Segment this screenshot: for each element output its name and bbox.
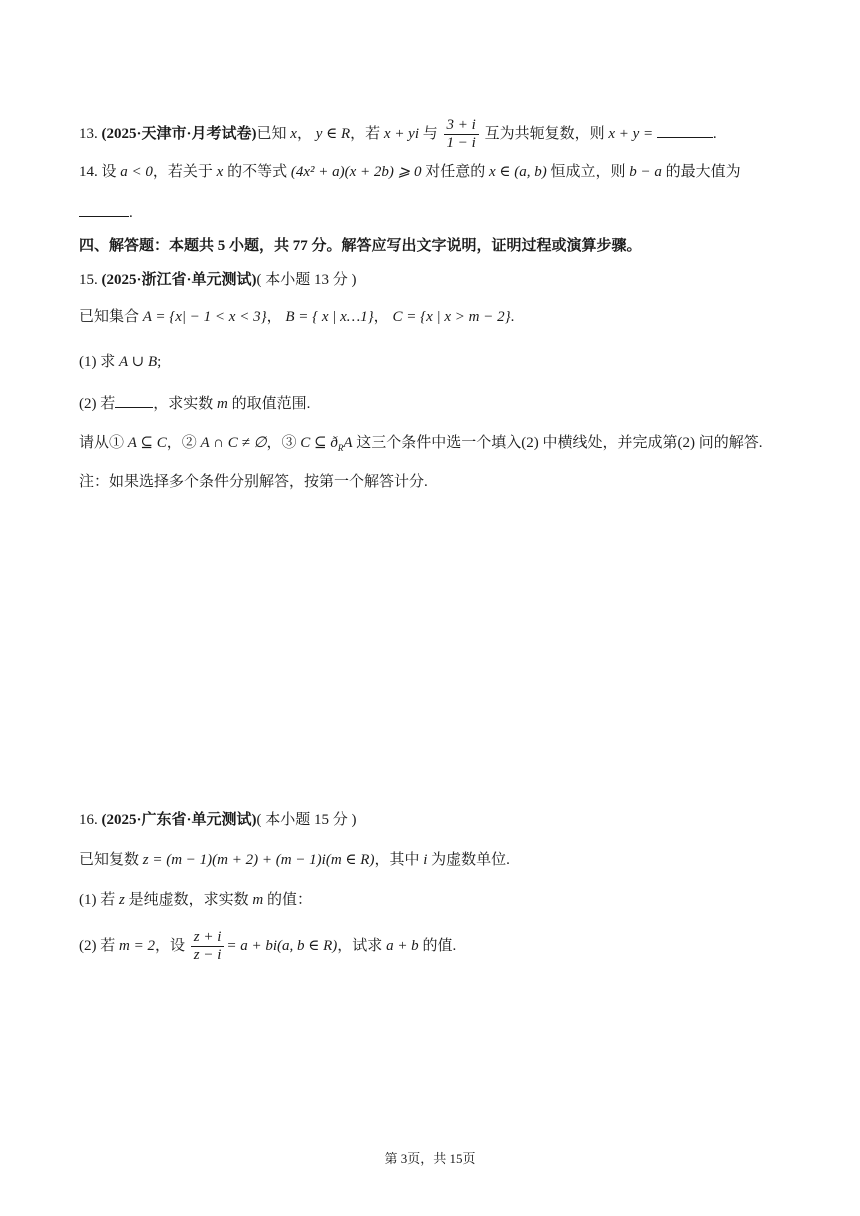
part-2-label: (2) 若 <box>79 937 119 954</box>
math-m-eq-2: m = 2 <box>119 937 155 954</box>
condition-blank <box>115 395 153 408</box>
question-13-text: ，若 <box>350 125 384 142</box>
question-15-text: ，求实数 <box>153 396 218 412</box>
question-15-part-1 <box>79 352 161 372</box>
math-m: m <box>252 892 264 908</box>
question-14 <box>79 162 741 182</box>
section-heading: 四、解答题：本题共 5 小题，共 77 分。解答应写出文字说明，证明过程或演算步骤。 <box>79 238 642 254</box>
question-15-text: 已知集合 <box>79 309 143 325</box>
math-a-plus-b: a + b <box>386 937 419 954</box>
question-13-source: (2025·天津市·月考试卷) <box>101 125 257 142</box>
math-a-plus-bi: = a + bi(a, b ∈ R) <box>226 937 338 954</box>
question-16-text: 是纯虚数，求实数 <box>124 892 253 908</box>
math-set-b: B = { x | x…1} <box>285 309 374 325</box>
question-15-text: ，③ <box>266 435 301 451</box>
math-set-a: A = {x| − 1 < x < 3} <box>142 309 267 325</box>
punctuation: ， <box>296 125 316 142</box>
math-x-plus-y: x + y = <box>608 125 654 142</box>
fraction-3i-over-1i <box>444 117 479 152</box>
question-16-source: (2025·广东省·单元测试) <box>101 812 257 828</box>
question-16-text: 已知复数 <box>79 852 143 868</box>
question-16-part-2 <box>79 929 456 964</box>
question-14-text: 的不等式 <box>223 164 291 180</box>
part-1-label: (1) 求 <box>79 354 119 370</box>
question-14-text: 恒成立，则 <box>546 164 630 180</box>
math-z-definition: z = (m − 1)(m + 2) + (m − 1)i(m ∈ R) <box>142 852 375 868</box>
question-13-text: 已知 <box>256 125 291 142</box>
part-2-label: (2) 若 <box>79 396 116 412</box>
question-16-text: ，设 <box>154 937 189 954</box>
answer-blank <box>657 125 713 138</box>
math-x: x <box>290 125 297 142</box>
condition-3-subscript: R <box>337 443 344 453</box>
math-set-c: C = {x | x > m − 2} <box>392 309 511 325</box>
question-16-stem <box>79 850 510 870</box>
condition-1: A ⊆ C <box>127 435 167 451</box>
question-15-points: ( 本小题 13 分 ) <box>256 272 357 288</box>
question-14-answer-line <box>79 203 133 223</box>
punctuation: . <box>510 309 515 325</box>
question-14-text: 的最大值为 <box>661 164 741 180</box>
punctuation: ， <box>373 309 393 325</box>
question-16-text: ，试求 <box>337 937 387 954</box>
page-footer: 第 3页，共 15页 <box>384 1151 476 1166</box>
question-16-number: 16. <box>79 812 102 828</box>
question-15-stem <box>79 307 514 327</box>
math-a-union-b: A ∪ B <box>119 354 158 370</box>
fraction-denominator: z − i <box>193 947 222 963</box>
math-inequality: (4x² + a)(x + 2b) ⩾ 0 <box>290 164 422 180</box>
math-x: x <box>216 164 224 180</box>
question-15-source: (2025·浙江省·单元测试) <box>101 272 257 288</box>
math-b-minus-a: b − a <box>629 164 662 180</box>
question-16-text: ，其中 <box>374 852 424 868</box>
question-15-number: 15. <box>79 272 102 288</box>
punctuation: . <box>129 205 133 221</box>
question-16-points: ( 本小题 15 分 ) <box>256 812 357 828</box>
condition-2: A ∩ C ≠ ∅ <box>200 435 267 451</box>
question-14-number: 14. <box>79 164 102 180</box>
question-13-text: 与 <box>419 125 442 142</box>
condition-3-main: C ⊆ ð <box>300 435 338 451</box>
question-14-text: 设 <box>101 164 121 180</box>
fraction-zi-over-zi <box>191 929 225 964</box>
question-15-note: 注：如果选择多个条件分别解答，按第一个解答计分. <box>79 474 428 490</box>
math-a-lt-0: a < 0 <box>120 164 153 180</box>
math-x-plus-yi: x + yi <box>383 125 420 142</box>
question-16-header <box>79 810 357 830</box>
question-16-text: 的值： <box>263 892 312 908</box>
math-y-in-r: y ∈ R <box>315 125 351 142</box>
question-15-header <box>79 270 357 290</box>
answer-blank <box>79 204 129 217</box>
question-15-text: 的取值范围. <box>227 396 311 412</box>
math-m: m <box>217 396 228 412</box>
question-13-text: 互为共轭复数，则 <box>480 125 609 142</box>
question-15-part-2 <box>79 394 310 414</box>
condition-3 <box>300 435 352 451</box>
part-1-label: (1) 若 <box>79 892 119 908</box>
math-z: z <box>119 892 125 908</box>
question-13-number: 13. <box>79 125 102 142</box>
question-15-text: 请从① <box>79 435 128 451</box>
question-15-text: 这三个条件中选一个填入(2) 中横线处，并完成第(2) 问的解答. <box>352 435 763 451</box>
math-i: i <box>423 852 428 868</box>
fraction-numerator: 3 + i <box>444 117 479 135</box>
question-15-conditions <box>79 433 763 458</box>
math-domain: x ∈ (a, b) <box>488 164 547 180</box>
question-16-text: 的值. <box>418 937 457 954</box>
punctuation: . <box>712 125 717 142</box>
question-16-text: 为虚数单位. <box>427 852 510 868</box>
condition-3-end: A <box>343 435 353 451</box>
fraction-numerator: z + i <box>191 929 225 947</box>
question-16-part-1 <box>79 890 312 910</box>
question-15-text: ，② <box>166 435 201 451</box>
question-14-text: ，若关于 <box>152 164 217 180</box>
punctuation: ; <box>157 354 162 370</box>
punctuation: ， <box>266 309 286 325</box>
fraction-denominator: 1 − i <box>446 135 476 151</box>
question-14-text: 对任意的 <box>421 164 489 180</box>
question-13 <box>79 117 717 152</box>
